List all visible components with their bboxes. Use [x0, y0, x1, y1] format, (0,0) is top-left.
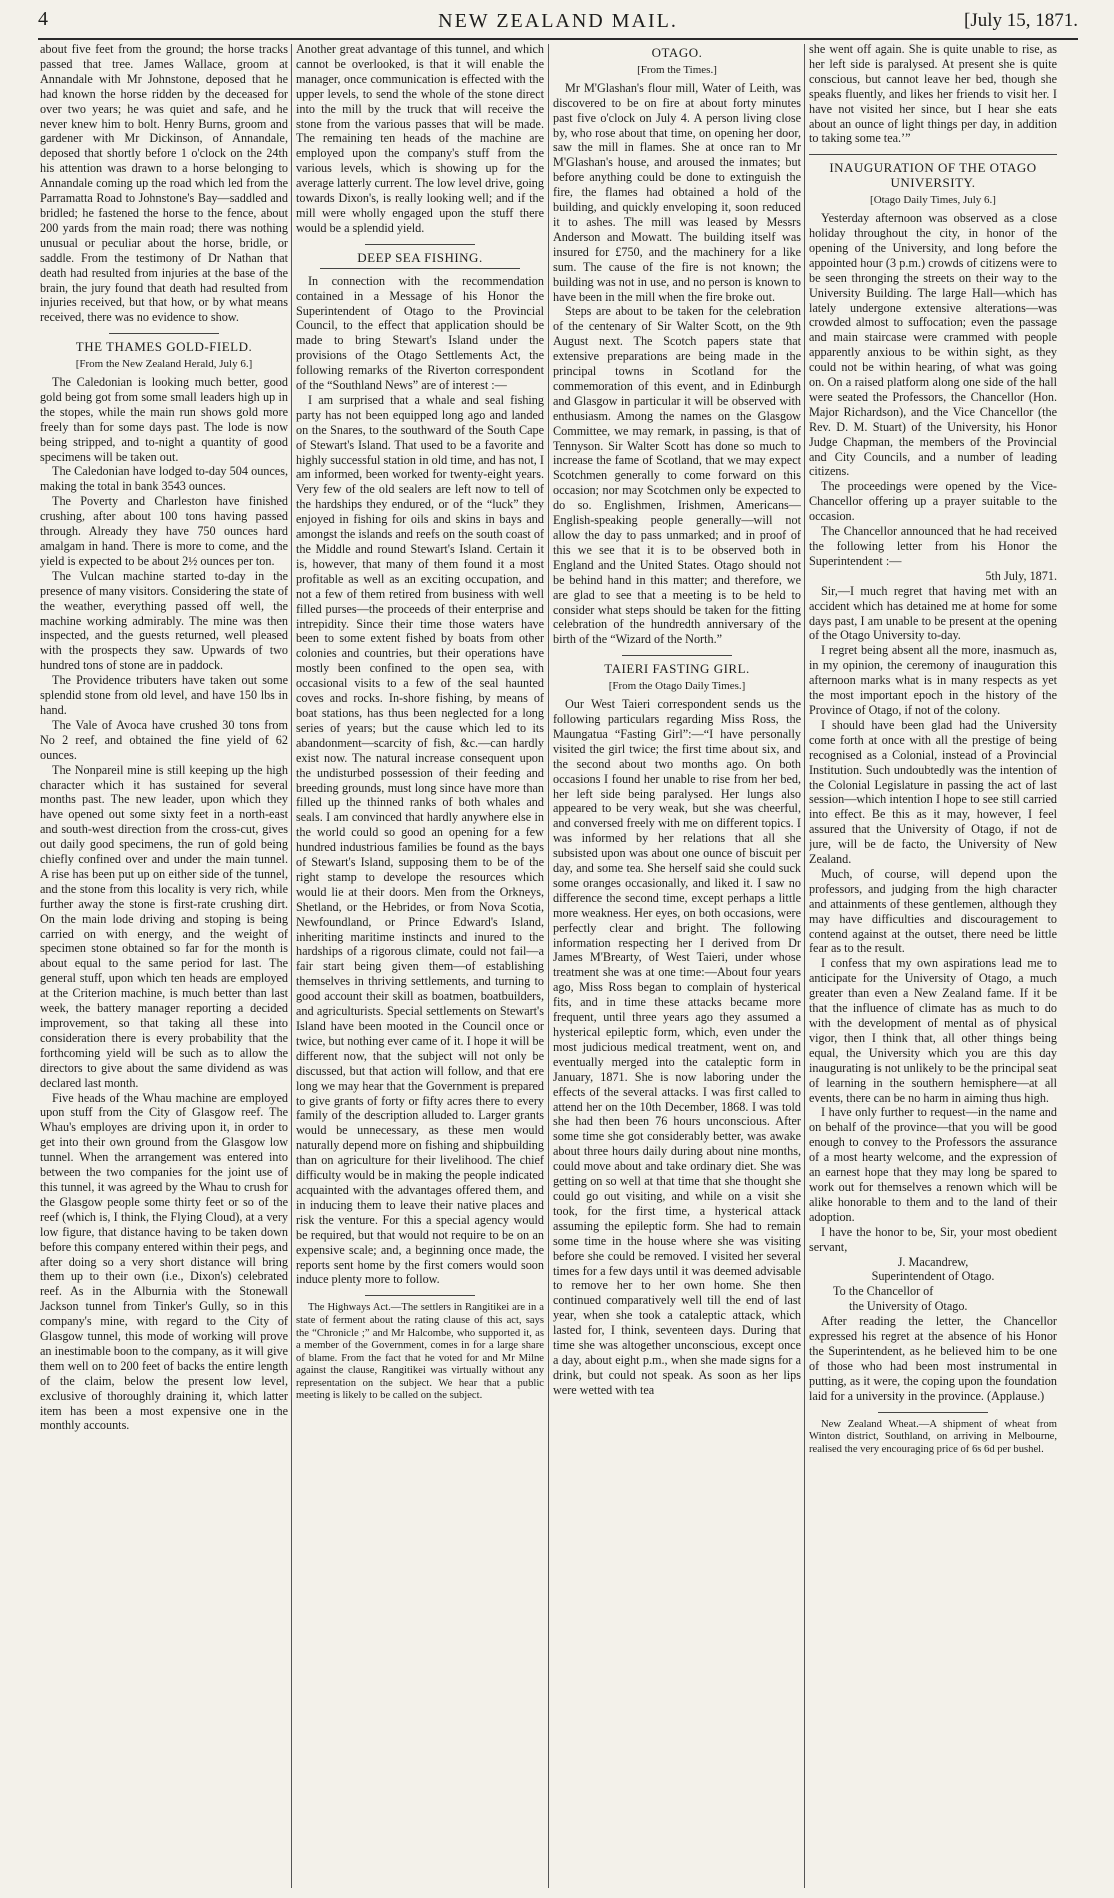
column-divider	[804, 44, 805, 1888]
article-heading-inauguration: INAUGURATION OF THE OTAGO UNIVERSITY.	[829, 160, 1037, 191]
article-paragraph: The Vulcan machine started to-day in the presence of many visitors. Considering the state of the weather, everything passed off well, the machine working admirably. The mine was then inspected, and the guests returned, well pleased with the prospects they saw. Upwards of two hundred tons of stone are in paddock.	[40, 568, 288, 673]
masthead-rule	[38, 38, 1078, 40]
article-paragraph: After reading the letter, the Chancellor expressed his regret at the absence of his Honor the Superintendent, as he believed him to be one of those who had been most instrumental in putting, as it were, the coping upon the foundation laid for a university in the province. (Applause.)	[809, 1314, 1057, 1403]
letter-date: 5th July, 1871.	[985, 568, 1057, 583]
issue-date: [July 15, 1871.	[964, 10, 1078, 31]
article-heading-taieri: TAIERI FASTING GIRL.	[604, 661, 750, 677]
section-rule	[809, 154, 1057, 155]
article-source: [From the Times.]	[637, 63, 717, 76]
article-heading-deep-sea: DEEP SEA FISHING.	[357, 249, 483, 265]
article-paragraph: Steps are about to be taken for the celebration of the centenary of Sir Walter Scott, on the 9th August next. The Scotch papers state that extensive preparations are being made in the principal towns in Scotland for the commemoration of this event, and in Edinburgh and Glasgow in particular it will be observed with enthusiasm. Among the names on the Glasgow Committee, we may remark, in passing, is that of Tennyson. Sir Walter Scott has done so much to increase the fame of Scotland, that we may expect Scotchmen generally to come forward on this occasion; nor may Scotchmen only be expected to do so. Englishmen, Irishmen, Americans—English-speaking people generally—will not allow the day to pass unmarked; and in proof of this we see that it is to be observed both in England and the United States. Otago should not be behind hand in this matter; and therefore, we are glad to see that a meeting is to be held to consider what steps should be taken for the fitting celebration of the hundredth anniversary of the birth of the “Wizard of the North.”	[553, 304, 801, 647]
section-rule	[622, 655, 732, 656]
letter-addressee: To the Chancellor of	[833, 1284, 934, 1299]
article-paragraph: In connection with the recommendation contained in a Message of his Honor the Superintendent of Otago to the Provincial Council, to the effect that application should be made to bring Stewart's Island under the provisions of the Otago Settlements Act, the following remarks of the Riverton correspondent of the “Southland News” are of interest :—	[296, 273, 544, 393]
article-paragraph: Five heads of the Whau machine are employed upon stuff from the City of Glasgow reef. The Whau's employes are driving upon it, in order to get into their own ground from the Glasgow low tunnel. When the arrangement was entered into between the two companies for the joint use of this tunnel, it was agreed by the Whau to crush for the Glasgow people some thirty feet or so of the reef (which is, I think, the Flying Cloud), at a very low figure, that distance having to be taken down before this company entered within their pegs, and after doing so a very short distance will bring them up to their own (i.e., Dixon's) celebrated reef. As in the Alburnia with the Stonewall Jackson tunnel from Tinker's Gully, so in this company's mine, with regard to the City of Glasgow tunnel, this mode of working will prove an inestimable boon to the company, as it will give them well on to 200 feet of backs the entire length of the claim, below the present low level, exclusive of thoroughly draining it, which latter item has been a most expensive one in the monthly accounts.	[40, 1090, 288, 1433]
letter-signature: J. Macandrew,	[897, 1254, 969, 1269]
letter-paragraph: I regret being absent all the more, inasmuch as, in my opinion, the ceremony of inauguration this afternoon marks what is in many respects as yet the most important epoch in the history of the Province of Otago, if not of the colony.	[809, 643, 1057, 717]
article-source: [From the Otago Daily Times.]	[608, 680, 746, 693]
section-rule	[365, 1295, 475, 1296]
article-paragraph: The Chancellor announced that he had received the following letter from his Honor the Superintendent :—	[809, 524, 1057, 568]
article-source: [From the New Zealand Herald, July 6.]	[75, 358, 253, 371]
section-rule	[878, 1412, 988, 1413]
heading-underline	[320, 268, 520, 269]
letter-paragraph: I have the honor to be, Sir, your most obedient servant,	[809, 1224, 1057, 1254]
article-paragraph: The Poverty and Charleston have finished crushing, after about 100 tons having passed through. Already they have 750 ounces hard amalgam in hand. There is more to come, and the yield is expected to be about 2½ ounces per ton.	[40, 494, 288, 568]
article-heading-thames: THE THAMES GOLD-FIELD.	[75, 339, 253, 355]
column-1	[40, 42, 288, 1888]
column-divider	[548, 44, 549, 1888]
letter-paragraph: I confess that my own aspirations lead me to anticipate for the University of Otago, a much greater than even a New Zealand fame. If it be that the influence of climate has as much to do with the development of mental as of physical vigor, then I think that, all other things being equal, the University which you are this day inaugurating is not unlikely to be the principal seat of learning in the southern hemisphere—at all events, there can be no harm in aiming thus high.	[809, 956, 1057, 1105]
masthead	[38, 8, 1078, 32]
page-number: 4	[38, 8, 48, 30]
column-2	[296, 42, 544, 1888]
letter-paragraph: Sir,—I much regret that having met with an accident which has detained me at home for some days past, I am unable to be present at the opening of the Otago University to-day.	[809, 583, 1057, 643]
letter-paragraph: I should have been glad had the University come forth at once with all the prestige of being recognised as a Colonial, instead of a Provincial Institution. Such undoubtedly was the intention of the Colonial Legislature in passing the act of last session—which intention I hope to see still carried into effect. Be this as it may, however, I feel assured that the University of Otago, if not de jure, will be de facto, the University of New Zealand.	[809, 717, 1057, 867]
letter-paragraph: Much, of course, will depend upon the professors, and judging from the high character and attainments of these gentlemen, although they may have difficulties and discouragement to contend against at the outset, there need be little fear as to the result.	[809, 866, 1057, 956]
letter-signature-title: Superintendent of Otago.	[871, 1269, 995, 1284]
article-paragraph: she went off again. She is quite unable to rise, as her left side is paralysed. At present she is quite conscious, but cannot leave her bed, though she speaks fluently, and likes her friends to visit her. I have not visited her since, but I hear she eats about an ounce of light things per day, in addition to taking some tea.’”	[809, 42, 1057, 146]
article-paragraph: The proceedings were opened by the Vice-Chancellor offering up a prayer suitable to the occasion.	[809, 479, 1057, 524]
article-paragraph: Another great advantage of this tunnel, and which cannot be overlooked, is that it will enable the manager, once communication is effected with the upper levels, to send the whole of the stone direct into the mill by the truck that will receive the stone from the various passes that will be made. The remaining ten heads of the machine are employed upon the company's stuff from the various levels, which is showing up for the average latterly current. The low level drive, going towards Dixon's, is really looking well; and if the mill were wholly engaged upon the stuff there would be a splendid yield.	[296, 42, 544, 235]
article-paragraph: Yesterday afternoon was observed as a close holiday throughout the city, in honor of the opening of the University, and long before the appointed hour (3 p.m.) crowds of citizens were to be seen thronging the streets on their way to the University Building. The large Hall—which has lately undergone extensive alterations—was crowded almost to suffocation; even the passage and main staircase were crammed with people apparently anxious to be within sight, as they could not be within hearing, of what was going on. On a raised platform along one side of the hall were seated the Professors, the Chancellor (Hon. Major Richardson), and the Vice Chancellor (the Rev. D. M. Stuart) of the University, his Honor Judge Chapman, the members of the Provincial and City Councils, and a number of leading citizens.	[809, 211, 1057, 479]
article-paragraph: The Nonpareil mine is still keeping up the high character which it has sustained for several months past. The new leader, upon which they have opened out some sixty feet in a north-east and south-west direction from the cross-cut, gives out daily good specimens, the run of gold being chiefly confined over and under the main tunnel. A rise has been put up on either side of the tunnel, and the stone from this locality is very rich, while further away the stone is first-rate crushing dirt. On the main lode driving and stoping is being carried on with energy, and the weight of specimen stone obtained so far for the month is about equal to the same period for last. The general stuff, upon which ten heads are employed at the Criterion machine, is much better than last week, the battery manager reporting a decided improvement, so that taking all these into consideration there is every probability that the forthcoming yield will be such as to allow the directors to give about the same dividend as was declared last month.	[40, 762, 288, 1090]
column-3	[553, 42, 801, 1888]
article-paragraph: The Vale of Avoca have crushed 30 tons from No 2 reef, and obtained the fine yield of 62 ounces.	[40, 717, 288, 762]
newspaper-title: NEW ZEALAND MAIL.	[438, 10, 678, 32]
section-rule	[109, 333, 219, 334]
letter-paragraph: I have only further to request—in the name and on behalf of the province—that you will be good enough to convey to the Professors the assurance of a most hearty welcome, and the expression of an earnest hope that they may long be spared to work out for themselves a renown which will be alike honorable to them and to the land of their adoption.	[809, 1105, 1057, 1224]
column-divider	[291, 44, 292, 1888]
article-paragraph: The Providence tributers have taken out some splendid stone from old level, and have 150 lbs in hand.	[40, 673, 288, 717]
section-rule	[365, 244, 475, 245]
inquest-paragraph: about five feet from the ground; the horse tracks passed that tree. James Wallace, groom at Annandale with Mr Johnstone, deposed that he had known the horse ridden by the deceased for over two years; he was quiet and safe, and he never knew him to bolt. Henry Burns, groom and gardener with Mr Dickinson, of Annandale, deposed that shortly before 1 o'clock on the 24th his attention was drawn to a horse belonging to Annandale coming up the road which led from the Parramatta Road to Johnstone's Bay—saddled and bridled; he fastened the horse to the fence, about 200 yards from the main road; there was nothing unusual or peculiar about the horse, bridle, or saddle. From the testimony of Dr Nathan that death had resulted from injuries at the base of the brain, the jury found that death had resulted from injuries received, but that how, or by what means received, there was no evidence to show.	[40, 42, 288, 325]
column-4	[809, 42, 1057, 1888]
article-source: [Otago Daily Times, July 6.]	[870, 194, 996, 207]
article-paragraph: Mr M'Glashan's flour mill, Water of Leith, was discovered to be on fire at about forty minutes past five o'clock on July 4. A person living close by, who rose about that time, on opening her door, saw the mill in flames. She at once ran to Mr M'Glashan's house, and aroused the inmates; but before anything could be done to extinguish the fire, the flames had obtained a hold of the building, and quickly enveloping it, soon reduced it to ashes. The mill was leased by Messrs Anderson and Mowatt. The building itself was insured for £750, and the machinery for a like sum. The cause of the fire is not known; the building was not in use, and no person is known to have been in the mill when the fire broke out.	[553, 80, 801, 304]
letter-addressee: the University of Otago.	[849, 1299, 968, 1314]
wheat-paragraph: New Zealand Wheat.—A shipment of wheat from Winton district, Southland, on arriving in Melbourne, realised the very encouraging price of 6s 6d per bushel.	[809, 1418, 1057, 1455]
article-paragraph: The Caledonian is looking much better, good gold being got from some small leaders high up in the stopes, while the main run shows gold more freely than for some days past. The lode is now being stripped, and to-night a quantity of good specimens will be taken out.	[40, 375, 288, 464]
article-paragraph: I am surprised that a whale and seal fishing party has not been equipped long ago and landed on the Snares, to the southward of the South Cape of Stewart's Island. That used to be a favorite and highly successful station in old time, and has not, I am informed, been worked for twenty-eight years. Very few of the old sealers are left now to tell of the hardships they endured, or of the “luck” they enjoyed in fishing for oils and skins in bays and amongst the islands and reefs on the south coast of the Middle and round Stewart's Island. Certain it is, however, that many of them found it a most profitable as well as an exciting occupation, and not a few of them retired from business with well filled purses—the proceeds of their enterprise and intrepidity. Since their time those waters have been to some extent fished by boats from other colonies and countries, but their operations have mostly been confined to the open sea, with occasional visits to a few of the seal haunted coves and rocks. In-shore fishing, by means of boat stations, has thus been neglected for a long series of years; but the cause which led to its abandonment—scarcity of fish, &c.—can hardly exist now. The natural increase consequent upon the undisturbed possession of their feeding and breeding grounds, must long since have more than filled up the thinned ranks of both whales and seals. I am convinced that hardly anywhere else in the world could so good an opening for a few hundred industrious families be found as the bays of Stewart's Island, supposing them to be of the right stamp to develope the resources which would lie at their doors. Men from the Orkneys, Shetland, or the Hebrides, or from Nova Scotia, Newfoundland, or Prince Edward's Island, inheriting maritime instincts and inured to the hardships of a rigorous climate, could not fail—a fair start being given them—of establishing themselves in thriving settlements, and turning to good account their skill as boatmen, boatbuilders, and agriculturists. Special settlements on Stewart's Island have been mooted in the Council once or twice, but nothing ever came of it. I hope it will be different now, that the subject will not only be discussed, but that action will follow, and that ere long we may hear that the Government is prepared to give grants of forty or fifty acres there to every family of the description alluded to. Larger grants would be unnecessary, as these men would naturally depend more on fishing and shipbuilding than on agriculture for their livelihood. The chief difficulty would be in making the people indicated acquainted with the advantages offered them, and in inducing them to leave their native places and risk the venture. For this a special agency would be required, but that would not require to be on an expensive scale; and, a beginning once made, the reports sent home by the first comers would soon induce plenty more to follow.	[296, 392, 544, 1287]
highways-act-paragraph: The Highways Act.—The settlers in Rangitikei are in a state of ferment about the rating clause of this act, says the “Chronicle ;” and Mr Halcombe, who supported it, as a member of the Government, comes in for a large share of blame. From the fact that he voted for and Mr Milne against the clause, Rangitikei was virtually without any representation on the subject. We hear that a public meeting is likely to be called on the subject.	[296, 1302, 544, 1402]
article-paragraph: The Caledonian have lodged to-day 504 ounces, making the total in bank 3543 ounces.	[40, 464, 288, 494]
article-heading-otago: OTAGO.	[651, 45, 703, 60]
article-paragraph: Our West Taieri correspondent sends us the following particulars regarding Miss Ross, the Maungatua “Fasting Girl”:—“I have personally visited the girl twice; the first time about six, and the second about two months ago. On both occasions I found her unable to rise from her bed, her left side being paralysed. Her lungs also appeared to be very weak, but she was cheerful, and conversed freely with me on different topics. I was informed by her relations that all she subsisted upon was about one ounce of biscuit per day, and some tea. She herself said she could suck some oranges occasionally, and liked it. I saw no difference the second time, except perhaps a little more weakness. Her eyes, on both occasions, were perfectly clear and bright. The following information respecting her I derived from Dr James M'Brearty, of West Taieri, under whose treatment she was at one time:—About four years ago, Miss Ross began to complain of hysterical fits, and in time these attacks became more frequent, until three years ago they assumed a hysterical epileptic form, which, even under the most judicious medical treatment, went on, and eventually merged into the cataleptic form in January, 1871. She is now laboring under the effects of the several attacks. I was first called to attend her on the 10th December, 1868. I was told she had then been 76 hours unconscious. After some time she got considerably better, was awake about three hours daily during about nine months, could move about and take ordinary diet. She was getting on so well at that time that she thought she could go out visiting, and while on a visit she took, for the first time, a hysterical attack assuming the epileptic form. She had to remain some time in the house where she was visiting before she could be removed. I visited her several times for a few days until it was deemed advisable to remove her to her own home. She then continued comparatively well till the end of last year, when she took a cataleptic attack, which lasted for, I think, seventeen days. During that time she was altogether unconscious, except once a day, about eight p.m., when she made signs for a drink, but could not speak. As soon as her lips were wetted with tea	[553, 697, 801, 1397]
